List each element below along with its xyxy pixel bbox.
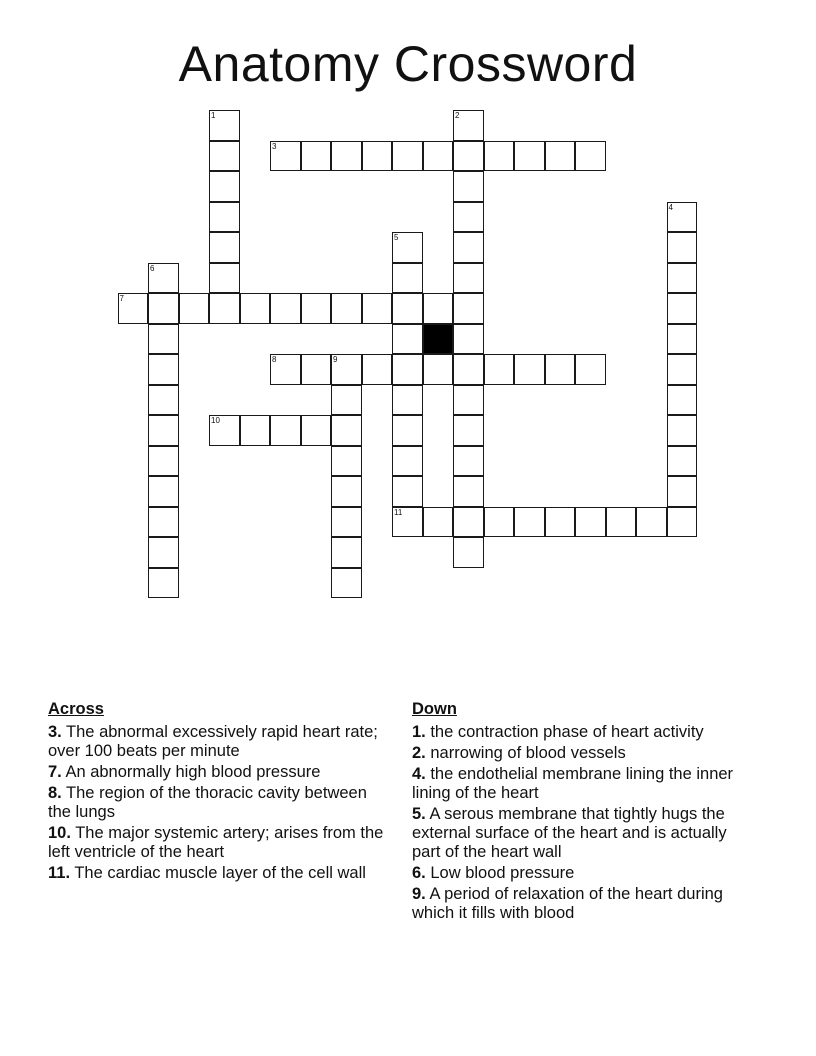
grid-cell[interactable] bbox=[331, 476, 362, 507]
down-clue bbox=[412, 723, 757, 742]
clue-number: 8. bbox=[48, 784, 62, 802]
grid-cell[interactable] bbox=[453, 537, 484, 568]
clue-number-label: 1 bbox=[211, 111, 216, 120]
clue-text: An abnormally high blood pressure bbox=[61, 763, 321, 781]
grid-cell[interactable] bbox=[667, 263, 698, 294]
grid-cell[interactable] bbox=[453, 171, 484, 202]
clue-number-label: 10 bbox=[211, 416, 220, 425]
clue-number-label: 3 bbox=[272, 141, 277, 151]
clue-text: narrowing of blood vessels bbox=[425, 744, 626, 762]
grid-cell[interactable] bbox=[331, 354, 362, 385]
grid-cell[interactable] bbox=[209, 263, 240, 294]
grid-cell[interactable] bbox=[392, 507, 423, 538]
clue-number-label: 11 bbox=[394, 507, 403, 517]
grid-cell[interactable] bbox=[301, 415, 332, 446]
clue-number: 6. bbox=[412, 864, 426, 882]
grid-cell[interactable] bbox=[240, 415, 271, 446]
grid-cell[interactable] bbox=[148, 537, 179, 568]
grid-cell[interactable] bbox=[209, 415, 240, 446]
grid-cell[interactable] bbox=[362, 293, 393, 324]
grid-cell[interactable] bbox=[362, 141, 393, 172]
clue-text: the endothelial membrane lining the inner lining of the heart bbox=[412, 765, 734, 802]
clue-number: 10. bbox=[48, 824, 71, 842]
grid-cell[interactable] bbox=[148, 415, 179, 446]
grid-cell[interactable] bbox=[606, 507, 637, 538]
grid-cell[interactable] bbox=[636, 507, 667, 538]
clue-number-label: 8 bbox=[272, 355, 277, 364]
grid-cell[interactable] bbox=[301, 354, 332, 385]
black-square bbox=[423, 324, 454, 355]
puzzle-title: Anatomy Crossword bbox=[178, 36, 638, 92]
clue-number: 11. bbox=[48, 864, 71, 882]
grid-cell[interactable] bbox=[240, 293, 271, 324]
grid-cell[interactable] bbox=[392, 232, 423, 263]
clue-text: Low blood pressure bbox=[425, 864, 575, 882]
grid-cell[interactable] bbox=[453, 293, 484, 324]
clue-number: 9. bbox=[412, 885, 426, 903]
down-clue bbox=[412, 864, 757, 883]
down-clue bbox=[412, 765, 757, 803]
across-clue bbox=[48, 763, 388, 782]
grid-cell[interactable] bbox=[453, 354, 484, 385]
grid-cell[interactable] bbox=[148, 446, 179, 477]
clue-text: the contraction phase of heart activity bbox=[425, 723, 704, 741]
grid-cell[interactable] bbox=[209, 171, 240, 202]
grid-cell[interactable] bbox=[148, 324, 179, 355]
grid-cell[interactable] bbox=[484, 141, 515, 172]
grid-cell[interactable] bbox=[453, 263, 484, 294]
grid-cell[interactable] bbox=[453, 446, 484, 477]
clue-number: 7. bbox=[48, 763, 62, 781]
clue-number: 2. bbox=[412, 744, 426, 762]
grid-cell[interactable] bbox=[331, 415, 362, 446]
grid-cell[interactable] bbox=[392, 476, 423, 507]
grid-cell[interactable] bbox=[118, 293, 149, 324]
grid-cell[interactable] bbox=[667, 385, 698, 416]
grid-cell[interactable] bbox=[423, 293, 454, 324]
down-clue bbox=[412, 805, 757, 862]
grid-cell[interactable] bbox=[545, 354, 576, 385]
grid-cell[interactable] bbox=[179, 293, 210, 324]
grid-cell[interactable] bbox=[667, 354, 698, 385]
grid-cell[interactable] bbox=[301, 293, 332, 324]
grid-cell[interactable] bbox=[270, 415, 301, 446]
clue-number-label: 2 bbox=[455, 111, 460, 120]
grid-cell[interactable] bbox=[209, 293, 240, 324]
clue-number: 5. bbox=[412, 805, 426, 823]
grid-cell[interactable] bbox=[453, 385, 484, 416]
grid-cell[interactable] bbox=[484, 354, 515, 385]
clue-number: 3. bbox=[48, 723, 62, 741]
clue-text: A period of relaxation of the heart during which it fills with blood bbox=[412, 885, 723, 922]
grid-cell[interactable] bbox=[392, 415, 423, 446]
grid-cell[interactable] bbox=[148, 476, 179, 507]
grid-cell[interactable] bbox=[667, 476, 698, 507]
grid-cell[interactable] bbox=[270, 141, 301, 172]
grid-cell[interactable] bbox=[148, 263, 179, 294]
down-clue bbox=[412, 885, 757, 923]
across-clue bbox=[48, 864, 388, 883]
grid-cell[interactable] bbox=[453, 141, 484, 172]
clue-number-label: 7 bbox=[119, 294, 124, 303]
clue-number: 4. bbox=[412, 765, 426, 783]
grid-cell[interactable] bbox=[575, 354, 606, 385]
down-clue bbox=[412, 744, 757, 763]
grid-cell[interactable] bbox=[209, 141, 240, 172]
grid-cell[interactable] bbox=[331, 293, 362, 324]
grid-cell[interactable] bbox=[362, 354, 393, 385]
grid-cell[interactable] bbox=[667, 415, 698, 446]
grid-cell[interactable] bbox=[453, 476, 484, 507]
grid-cell[interactable] bbox=[148, 354, 179, 385]
grid-cell[interactable] bbox=[514, 141, 545, 172]
grid-cell[interactable] bbox=[575, 141, 606, 172]
across-clue bbox=[48, 723, 388, 761]
down-clues bbox=[412, 700, 757, 925]
grid-cell[interactable] bbox=[392, 354, 423, 385]
down-heading: Down bbox=[412, 700, 457, 718]
grid-cell[interactable] bbox=[148, 568, 179, 599]
grid-cell[interactable] bbox=[453, 415, 484, 446]
clue-number-label: 5 bbox=[394, 233, 399, 242]
grid-cell[interactable] bbox=[514, 507, 545, 538]
grid-cell[interactable] bbox=[667, 202, 698, 233]
grid-cell[interactable] bbox=[392, 446, 423, 477]
grid-cell[interactable] bbox=[331, 446, 362, 477]
grid-cell[interactable] bbox=[453, 110, 484, 141]
clue-text: The major systemic artery; arises from the left ventricle of the heart bbox=[48, 824, 384, 861]
grid-cell[interactable] bbox=[545, 141, 576, 172]
grid-cell[interactable] bbox=[423, 507, 454, 538]
grid-cell[interactable] bbox=[148, 385, 179, 416]
grid-cell[interactable] bbox=[331, 537, 362, 568]
grid-cell[interactable] bbox=[575, 507, 606, 538]
grid-cell[interactable] bbox=[423, 141, 454, 172]
grid-cell[interactable] bbox=[392, 324, 423, 355]
grid-cell[interactable] bbox=[392, 141, 423, 172]
grid-cell[interactable] bbox=[453, 232, 484, 263]
grid-cell[interactable] bbox=[667, 232, 698, 263]
grid-cell[interactable] bbox=[148, 507, 179, 538]
clue-text: The abnormal excessively rapid heart rate; over 100 beats per minute bbox=[48, 723, 378, 760]
clue-number-label: 4 bbox=[668, 202, 673, 212]
grid-cell[interactable] bbox=[423, 354, 454, 385]
grid-cell[interactable] bbox=[667, 446, 698, 477]
down-clue-list bbox=[412, 723, 757, 923]
grid-cell[interactable] bbox=[209, 202, 240, 233]
clue-number: 1. bbox=[412, 723, 426, 741]
grid-cell[interactable] bbox=[392, 385, 423, 416]
grid-cell[interactable] bbox=[453, 507, 484, 538]
grid-cell[interactable] bbox=[453, 202, 484, 233]
across-clue-list bbox=[48, 723, 388, 883]
across-heading: Across bbox=[48, 700, 104, 718]
grid-cell[interactable] bbox=[392, 263, 423, 294]
grid-cell[interactable] bbox=[667, 293, 698, 324]
clue-number-label: 9 bbox=[333, 355, 338, 364]
grid-cell[interactable] bbox=[453, 324, 484, 355]
grid-cell[interactable] bbox=[270, 293, 301, 324]
clue-text: A serous membrane that tightly hugs the external surface of the heart and is actually part of the heart wall bbox=[412, 805, 727, 861]
grid-cell[interactable] bbox=[301, 141, 332, 172]
grid-cell[interactable] bbox=[209, 232, 240, 263]
grid-cell[interactable] bbox=[331, 568, 362, 599]
grid-cell[interactable] bbox=[209, 110, 240, 141]
grid-cell[interactable] bbox=[148, 293, 179, 324]
grid-cell[interactable] bbox=[331, 141, 362, 172]
clue-number-label: 6 bbox=[150, 263, 155, 273]
grid-cell[interactable] bbox=[667, 507, 698, 538]
grid-cell[interactable] bbox=[514, 354, 545, 385]
clue-text: The cardiac muscle layer of the cell wall bbox=[70, 864, 366, 882]
clue-text: The region of the thoracic cavity between the lungs bbox=[48, 784, 367, 821]
across-clues bbox=[48, 700, 388, 885]
across-clue bbox=[48, 784, 388, 822]
grid-cell[interactable] bbox=[392, 293, 423, 324]
grid-cell[interactable] bbox=[331, 507, 362, 538]
grid-cell[interactable] bbox=[545, 507, 576, 538]
across-clue bbox=[48, 824, 388, 862]
grid-cell[interactable] bbox=[270, 354, 301, 385]
grid-cell[interactable] bbox=[484, 507, 515, 538]
grid-cell[interactable] bbox=[331, 385, 362, 416]
grid-cell[interactable] bbox=[667, 324, 698, 355]
